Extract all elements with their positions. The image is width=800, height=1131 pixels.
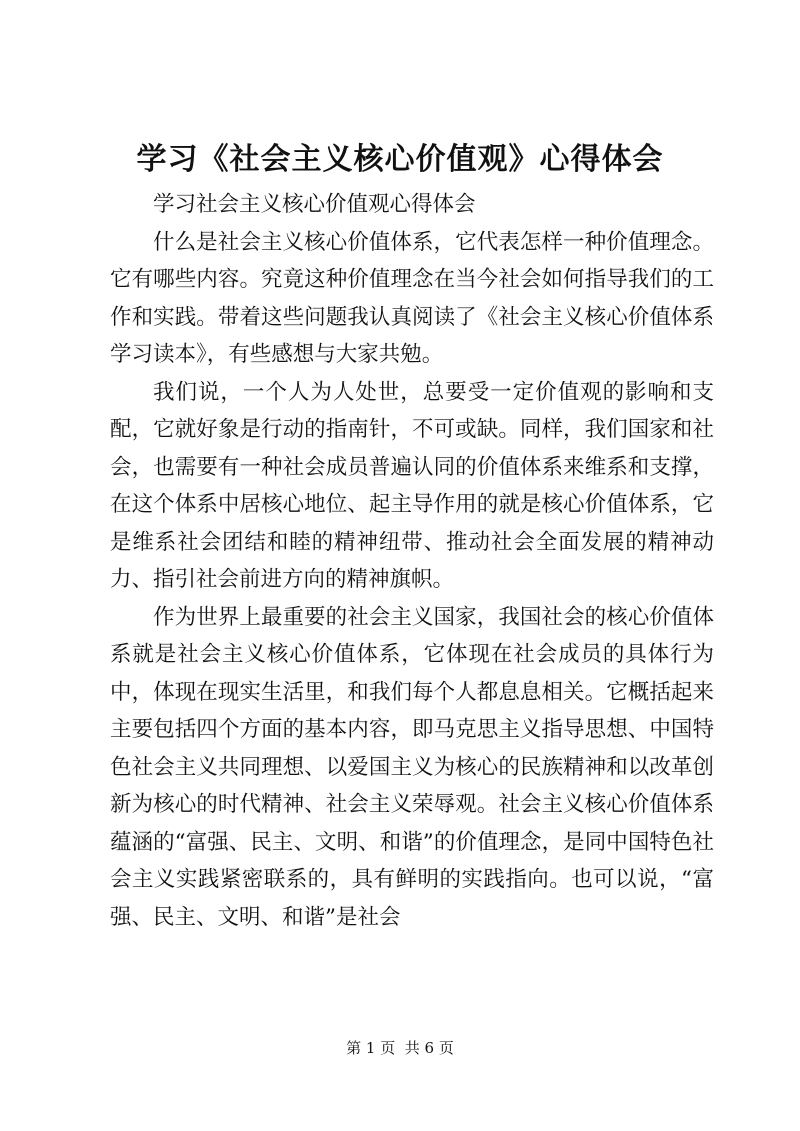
body-paragraph: 我们说，一个人为人处世，总要受一定价值观的影响和支配，它就好象是行动的指南针，不可或缺。同样，我们国家和社会，也需要有一种社会成员普遍认同的价值体系来维系和支撑，在这个体系中居核心地位、起主导作用的就是核心价值体系，它是维系社会团结和睦的精神纽带、推动社会全面发展的精神动力、指引社会前进方向的精神旗帜。 — [110, 379, 714, 592]
document-body — [110, 186, 714, 936]
page-number: 第 1 页 共 6 页 — [346, 1039, 454, 1057]
document-title: 学习《社会主义核心价值观》心得体会 — [136, 142, 664, 177]
page-footer — [0, 1037, 800, 1059]
body-paragraph: 作为世界上最重要的社会主义国家，我国社会的核心价值体系就是社会主义核心价值体系，它体现在社会成员的具体行为中，体现在现实生活里，和我们每个人都息息相关。它概括起来主要包括四个方面的基本内容，即马克思主义指导思想、中国特色社会主义共同理想、以爱国主义为核心的民族精神和以改革创新为核心的时代精神、社会主义荣辱观。社会主义核心价值体系蕴涵的“富强、民主、文明、和谐”的价值理念，是同中国特色社会主义实践紧密联系的，具有鲜明的实践指向。也可以说，“富强、民主、文明、和谐”是社会 — [110, 604, 714, 930]
subtitle-paragraph: 学习社会主义核心价值观心得体会 — [153, 192, 476, 217]
body-paragraph: 什么是社会主义核心价值体系，它代表怎样一种价值理念。它有哪些内容。究竟这种价值理念在当今社会如何指导我们的工作和实践。带着这些问题我认真阅读了《社会主义核心价值体系学习读本》，有些感想与大家共勉。 — [110, 229, 714, 367]
